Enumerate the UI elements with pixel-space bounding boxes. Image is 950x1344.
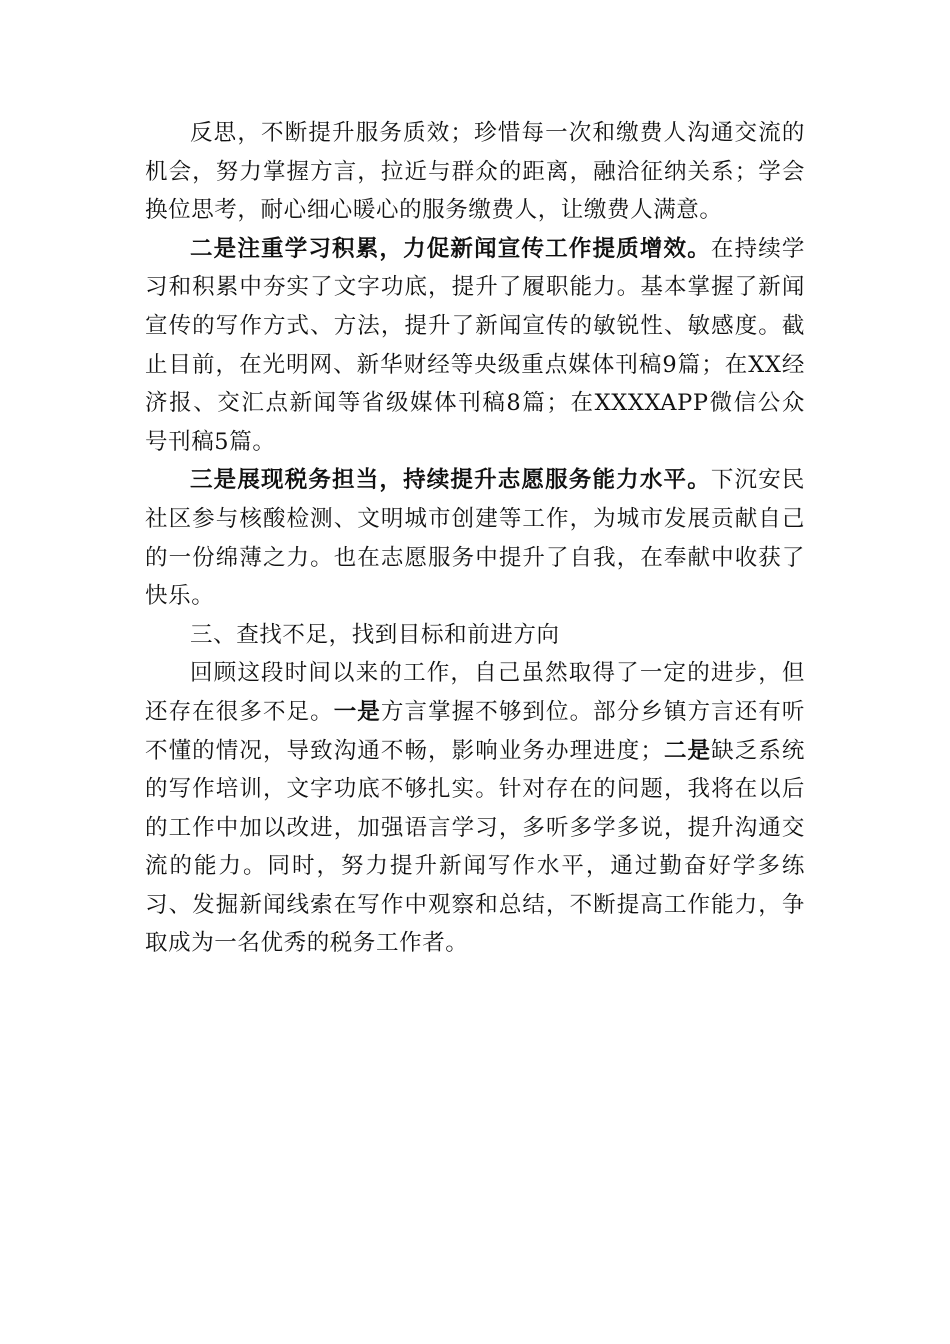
paragraph-text: 缺乏系统的写作培训，文字功底不够扎实。针对存在的问题，我将在以后的工作中加以改进，加强语言学习，多听多学多说，提升沟通交流的能力。同时，努力提升新闻写作水平，通过勤奋好学多练习、发掘新闻线索在写作中观察和总结，不断提高工作能力，争取成为一名优秀的税务工作者。 bbox=[145, 737, 806, 957]
paragraph-shortcomings bbox=[145, 654, 805, 963]
paragraph-continued bbox=[145, 114, 805, 230]
paragraph-text: 在持续学习和积累中夯实了文字功底，提升了履职能力。基本掌握了新闻宣传的写作方式、方法，提升了新闻宣传的敏锐性、敏感度。截止目前，在光明网、新华财经等央级重点媒体刊稿9篇；在XX经济报、交汇点新闻等省级媒体刊稿8篇；在XXXXAPP微信公众号刊稿5篇。 bbox=[145, 235, 806, 455]
paragraph-text: 反思，不断提升服务质效；珍惜每一次和缴费人沟通交流的机会，努力掌握方言，拉近与群众的距离，融洽征纳关系；学会换位思考，耐心细心暖心的服务缴费人，让缴费人满意。 bbox=[145, 120, 805, 224]
document-body bbox=[145, 114, 805, 963]
paragraph-text: 方言掌握不够到位。部分乡镇方言还有听不懂的情况，导致沟通不畅，影响业务办理进度； bbox=[145, 698, 805, 764]
paragraph-lead: 一是 bbox=[333, 698, 381, 725]
paragraph-lead: 二是注重学习积累，力促新闻宣传工作提质增效。 bbox=[190, 235, 711, 262]
paragraph-lead: 二是 bbox=[663, 737, 712, 764]
paragraph-study-news bbox=[145, 230, 805, 462]
paragraph-volunteer bbox=[145, 461, 805, 615]
paragraph-text: 回顾这段时间以来的工作，自己虽然取得了一定的进步，但还存在很多不足。 bbox=[145, 660, 805, 725]
paragraph-text: 下沉安民社区参与核酸检测、文明城市创建等工作，为城市发展贡献自己的一份绵薄之力。也在志愿服务中提升了自我，在奉献中收获了快乐。 bbox=[145, 467, 806, 610]
section-heading: 三、查找不足，找到目标和前进方向 bbox=[190, 621, 560, 648]
paragraph-lead: 三是展现税务担当，持续提升志愿服务能力水平。 bbox=[190, 467, 711, 494]
